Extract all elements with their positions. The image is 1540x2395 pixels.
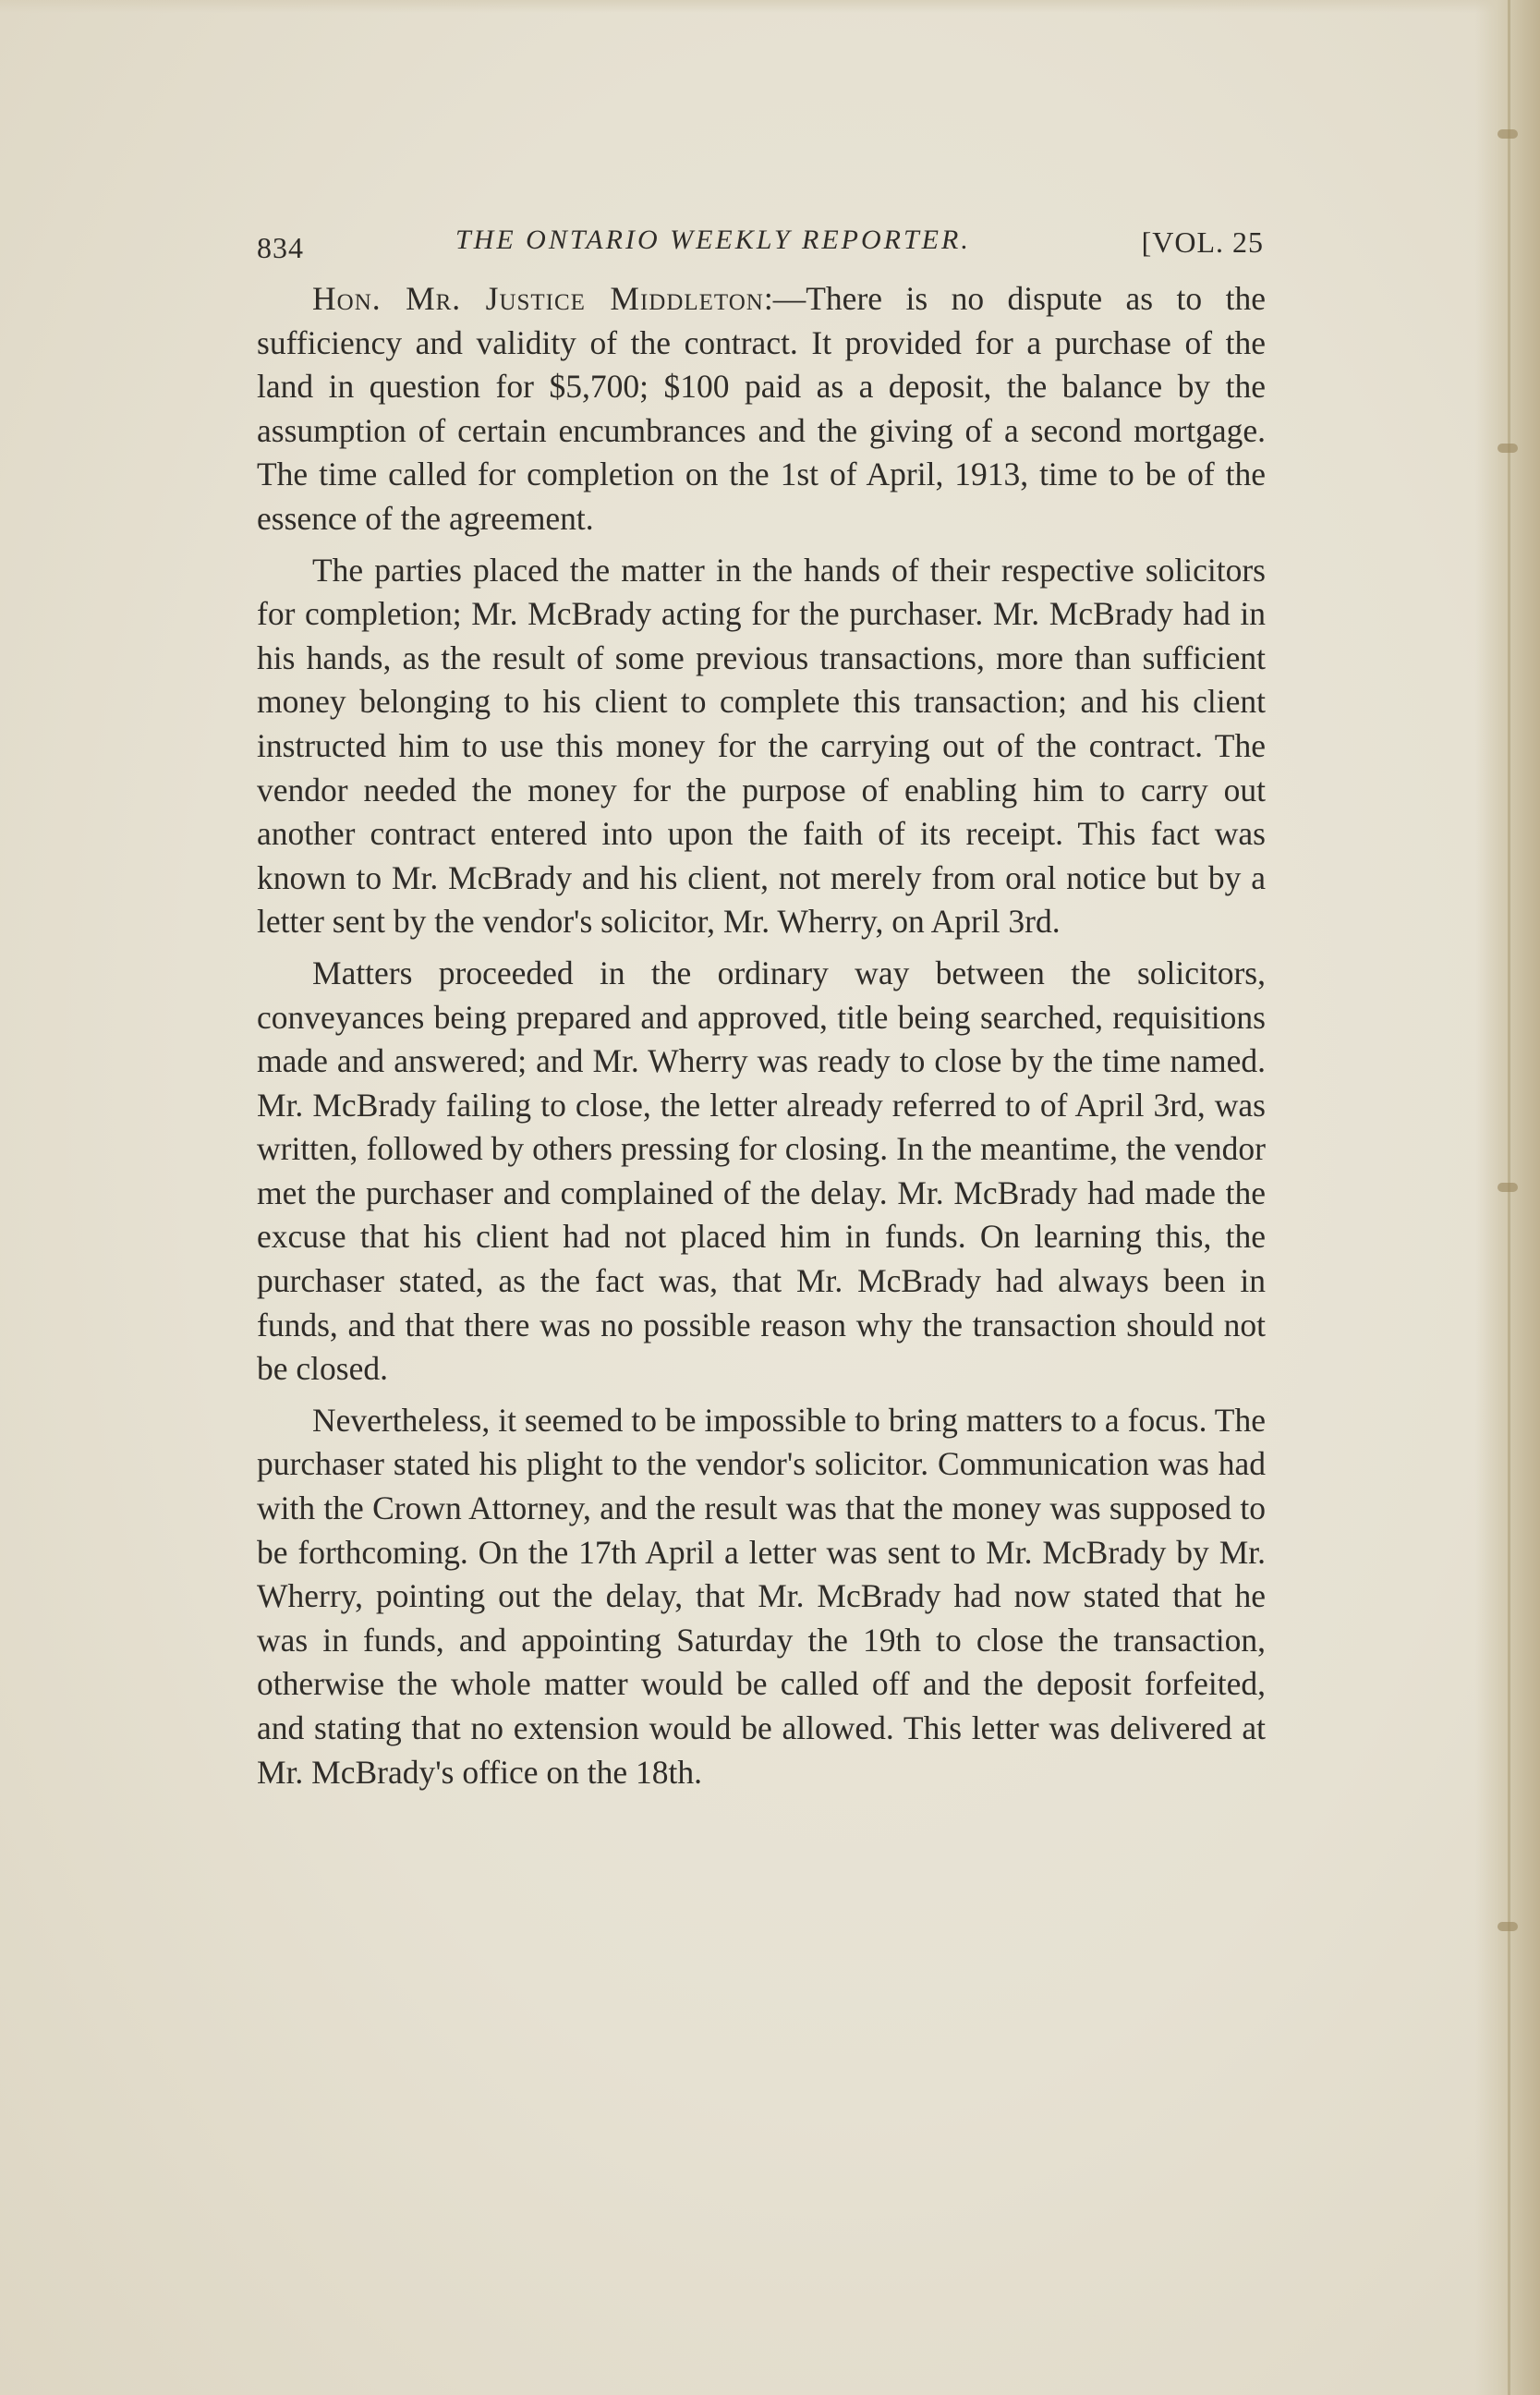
running-header [257, 213, 1266, 277]
opinion-paragraph: The parties placed the matter in the hands of their respective solicitors for completion; Mr. McBrady acting for the purchaser. Mr. McBrady had in his hands, as the result of some previous transactions, more than sufficient money belonging to his client to complete this transaction; and his client instructed him to use this money for the carrying out of the contract. The vendor needed the money for the purpose of enabling him to carry out another contract entered into upon the faith of its receipt. This fact was known to Mr. McBrady and his client, not merely from oral notice but by a letter sent by the vendor's solicitor, Mr. Wherry, on April 3rd. [257, 551, 1266, 941]
binding-stitch [1498, 444, 1518, 453]
opinion-paragraph: Matters proceeded in the ordinary way between the solicitors, conveyances being prepared and approved, title being searched, requisitions made and answered; and Mr. Wherry was ready to close by the time named. Mr. McBrady failing to close, the letter already referred to of April 3rd, was written, followed by others pressing for closing. In the meantime, the vendor met the purchaser and complained of the delay. Mr. McBrady had made the excuse that his client had not placed him in funds. On learning this, the purchaser stated, as the fact was, that Mr. McBrady had always been in funds, and that there was no possible reason why the transaction should not be closed. [257, 954, 1266, 1388]
opinion-paragraph: Nevertheless, it seemed to be impossible to bring matters to a focus. The purchaser stated his plight to the vendor's solicitor. Communication was had with the Crown Attorney, and the result was that the money was supposed to be forthcoming. On the 17th April a letter was sent to Mr. McBrady by Mr. Wherry, pointing out the delay, that Mr. McBrady had now stated that he was in funds, and appointing Saturday the 19th to close the transaction, otherwise the whole matter would be called off and the deposit forfeited, and stating that no extension would be allowed. This letter was delivered at Mr. McBrady's office on the 18th. [257, 1401, 1266, 1791]
judge-name: Hon. Mr. Justice Middleton [312, 280, 764, 317]
page-top-edge [0, 0, 1540, 13]
binding-stitch [1498, 1922, 1518, 1931]
binding-stitch [1498, 129, 1518, 139]
running-title: THE ONTARIO WEEKLY REPORTER. [455, 225, 971, 255]
binding-stitch [1498, 1183, 1518, 1192]
judge-separator: :— [763, 280, 806, 317]
page-number: 834 [257, 231, 304, 264]
volume-label: [VOL. 25 [1141, 225, 1264, 259]
text-block [257, 213, 1266, 1802]
opinion-body [257, 277, 1266, 1794]
paragraph-text: There is no dispute as to the sufficiency and validity of the contract. It provided for a purchase of the land in question for $5,700; $100 paid as a deposit, the balance by the assumption of certain encumbrances and the giving of a second mortgage. The time called for completion on the 1st of April, 1913, time to be of the essence of the agreement. [257, 280, 1266, 537]
opinion-paragraph [257, 277, 1266, 541]
binding-crease [1508, 0, 1510, 2395]
